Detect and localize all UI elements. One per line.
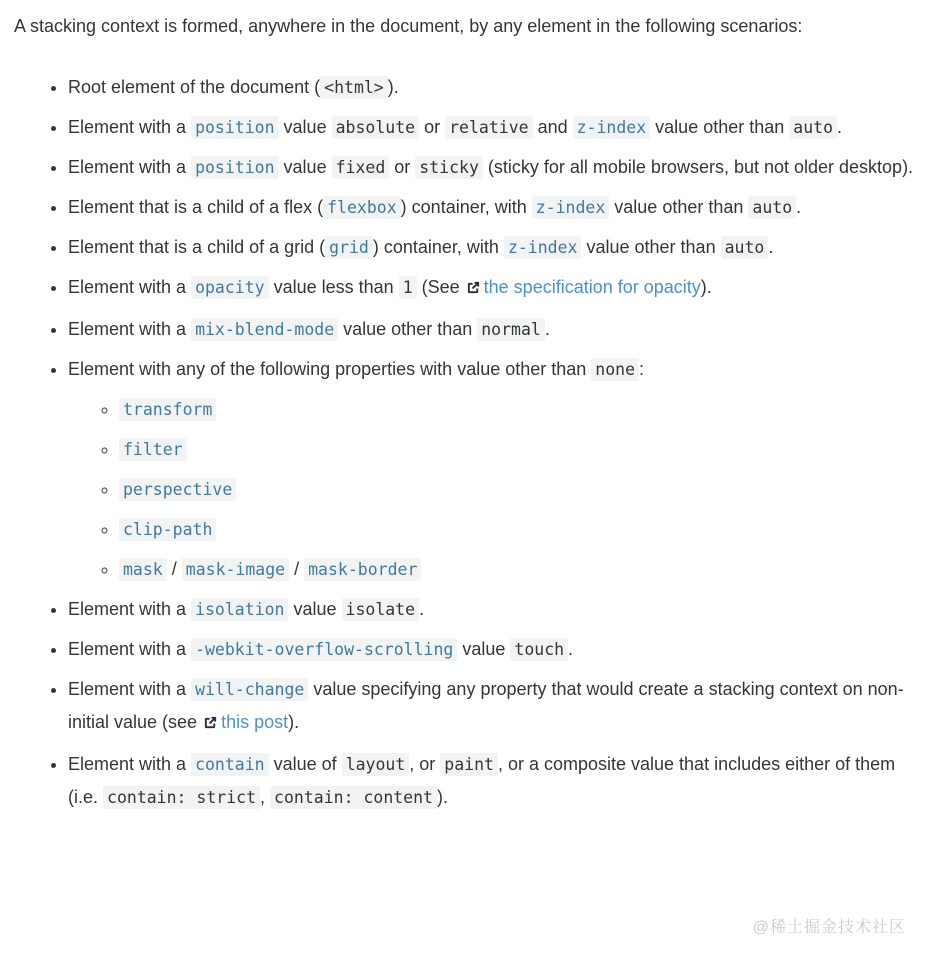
text-run: Element with a bbox=[68, 679, 192, 699]
code-link[interactable]: z-index bbox=[504, 236, 582, 259]
text-run: ). bbox=[288, 712, 300, 732]
list-item bbox=[68, 313, 916, 346]
text-run: value less than bbox=[268, 277, 399, 297]
text-run: Element with a bbox=[68, 754, 192, 774]
code-link[interactable]: filter bbox=[119, 438, 187, 461]
code-link[interactable]: mask bbox=[119, 558, 167, 581]
code-link[interactable]: contain bbox=[191, 753, 269, 776]
list-item bbox=[68, 353, 916, 586]
code-span: none bbox=[591, 358, 639, 381]
text-run: ). bbox=[387, 77, 399, 97]
text-run: . bbox=[837, 117, 843, 137]
code-link[interactable]: will-change bbox=[191, 678, 308, 701]
code-link[interactable]: -webkit-overflow-scrolling bbox=[191, 638, 457, 661]
code-span: <html> bbox=[320, 76, 388, 99]
text-run: ) container, with bbox=[400, 197, 532, 217]
list-item bbox=[68, 151, 916, 184]
text-run: or bbox=[419, 117, 446, 137]
text-run: value bbox=[278, 117, 332, 137]
text-run: , or bbox=[409, 754, 441, 774]
text-run: . bbox=[768, 237, 774, 257]
list-item bbox=[119, 393, 916, 426]
list-item bbox=[68, 111, 916, 144]
code-span: layout bbox=[342, 753, 410, 776]
text-run: value of bbox=[268, 754, 342, 774]
list-item bbox=[119, 433, 916, 466]
text-run: Element with a bbox=[68, 319, 192, 339]
code-link[interactable]: z-index bbox=[573, 116, 651, 139]
text-run: value other than bbox=[338, 319, 478, 339]
text-run: . bbox=[544, 319, 550, 339]
external-link-icon bbox=[203, 708, 218, 741]
text-run: . bbox=[419, 599, 425, 619]
text-run: , or a composite value that includes either of them (i.e. bbox=[68, 754, 896, 807]
code-span: contain: strict bbox=[103, 786, 260, 809]
external-link-icon bbox=[466, 273, 481, 306]
text-run: value specifying any property that would create a stacking context on non-initial value (see bbox=[68, 679, 904, 732]
watermark: @稀土掘金技术社区 bbox=[752, 919, 906, 936]
code-span: normal bbox=[477, 318, 545, 341]
list-item bbox=[68, 191, 916, 224]
code-link[interactable]: transform bbox=[119, 398, 216, 421]
code-link[interactable]: z-index bbox=[532, 196, 610, 219]
list-item bbox=[68, 271, 916, 306]
text-run: value other than bbox=[650, 117, 790, 137]
code-span: fixed bbox=[332, 156, 390, 179]
text-run: Element that is a child of a flex ( bbox=[68, 197, 324, 217]
code-link[interactable]: flexbox bbox=[323, 196, 401, 219]
code-link[interactable]: grid bbox=[325, 236, 373, 259]
code-span: paint bbox=[440, 753, 498, 776]
code-link[interactable]: mask-border bbox=[304, 558, 421, 581]
text-link[interactable]: this post bbox=[221, 712, 289, 732]
text-run: , bbox=[260, 787, 271, 807]
text-run: / bbox=[166, 559, 182, 579]
text-run: Element with any of the following properties with value other than bbox=[68, 359, 592, 379]
code-span: touch bbox=[510, 638, 568, 661]
text-run: / bbox=[289, 559, 305, 579]
text-run: value bbox=[288, 599, 342, 619]
text-run: (sticky for all mobile browsers, but not older desktop). bbox=[482, 157, 914, 177]
text-run: value bbox=[457, 639, 511, 659]
code-span: auto bbox=[748, 196, 796, 219]
code-link[interactable]: perspective bbox=[119, 478, 236, 501]
scenario-list bbox=[14, 71, 916, 814]
code-link[interactable]: mask-image bbox=[182, 558, 289, 581]
text-link[interactable]: the specification for opacity bbox=[483, 277, 701, 297]
text-run: . bbox=[796, 197, 802, 217]
list-item bbox=[68, 231, 916, 264]
code-span: contain: content bbox=[270, 786, 437, 809]
text-run: Element with a bbox=[68, 639, 192, 659]
text-run: Element with a bbox=[68, 599, 192, 619]
list-item bbox=[119, 553, 916, 586]
code-span: auto bbox=[721, 236, 769, 259]
code-span: sticky bbox=[415, 156, 483, 179]
text-run: Element that is a child of a grid ( bbox=[68, 237, 326, 257]
list-item bbox=[119, 473, 916, 506]
code-link[interactable]: mix-blend-mode bbox=[191, 318, 338, 341]
code-span: 1 bbox=[399, 276, 417, 299]
text-run: or bbox=[389, 157, 416, 177]
code-link[interactable]: clip-path bbox=[119, 518, 216, 541]
text-run: ). bbox=[700, 277, 712, 297]
list-item bbox=[68, 673, 916, 741]
intro-paragraph: A stacking context is formed, anywhere in the document, by any element in the following scenarios: bbox=[14, 16, 803, 36]
text-run: . bbox=[568, 639, 574, 659]
code-span: absolute bbox=[332, 116, 419, 139]
list-item bbox=[119, 513, 916, 546]
text-run: ). bbox=[437, 787, 448, 807]
list-item bbox=[68, 633, 916, 666]
text-run: Root element of the document ( bbox=[68, 77, 321, 97]
text-run: Element with a bbox=[68, 157, 192, 177]
text-run: Element with a bbox=[68, 277, 192, 297]
sub-list bbox=[68, 393, 916, 586]
code-span: isolate bbox=[342, 598, 420, 621]
code-span: auto bbox=[789, 116, 837, 139]
code-link[interactable]: isolation bbox=[191, 598, 288, 621]
text-run: : bbox=[639, 359, 645, 379]
list-item bbox=[68, 71, 916, 104]
code-link[interactable]: position bbox=[191, 156, 278, 179]
text-run: ) container, with bbox=[372, 237, 504, 257]
code-span: relative bbox=[445, 116, 532, 139]
code-link[interactable]: position bbox=[191, 116, 278, 139]
text-run: (See bbox=[416, 277, 465, 297]
code-link[interactable]: opacity bbox=[191, 276, 269, 299]
text-run: value bbox=[278, 157, 332, 177]
list-item bbox=[68, 748, 916, 814]
text-run: and bbox=[532, 117, 573, 137]
text-run: Element with a bbox=[68, 117, 192, 137]
list-item bbox=[68, 593, 916, 626]
text-run: value other than bbox=[581, 237, 721, 257]
text-run: value other than bbox=[609, 197, 749, 217]
